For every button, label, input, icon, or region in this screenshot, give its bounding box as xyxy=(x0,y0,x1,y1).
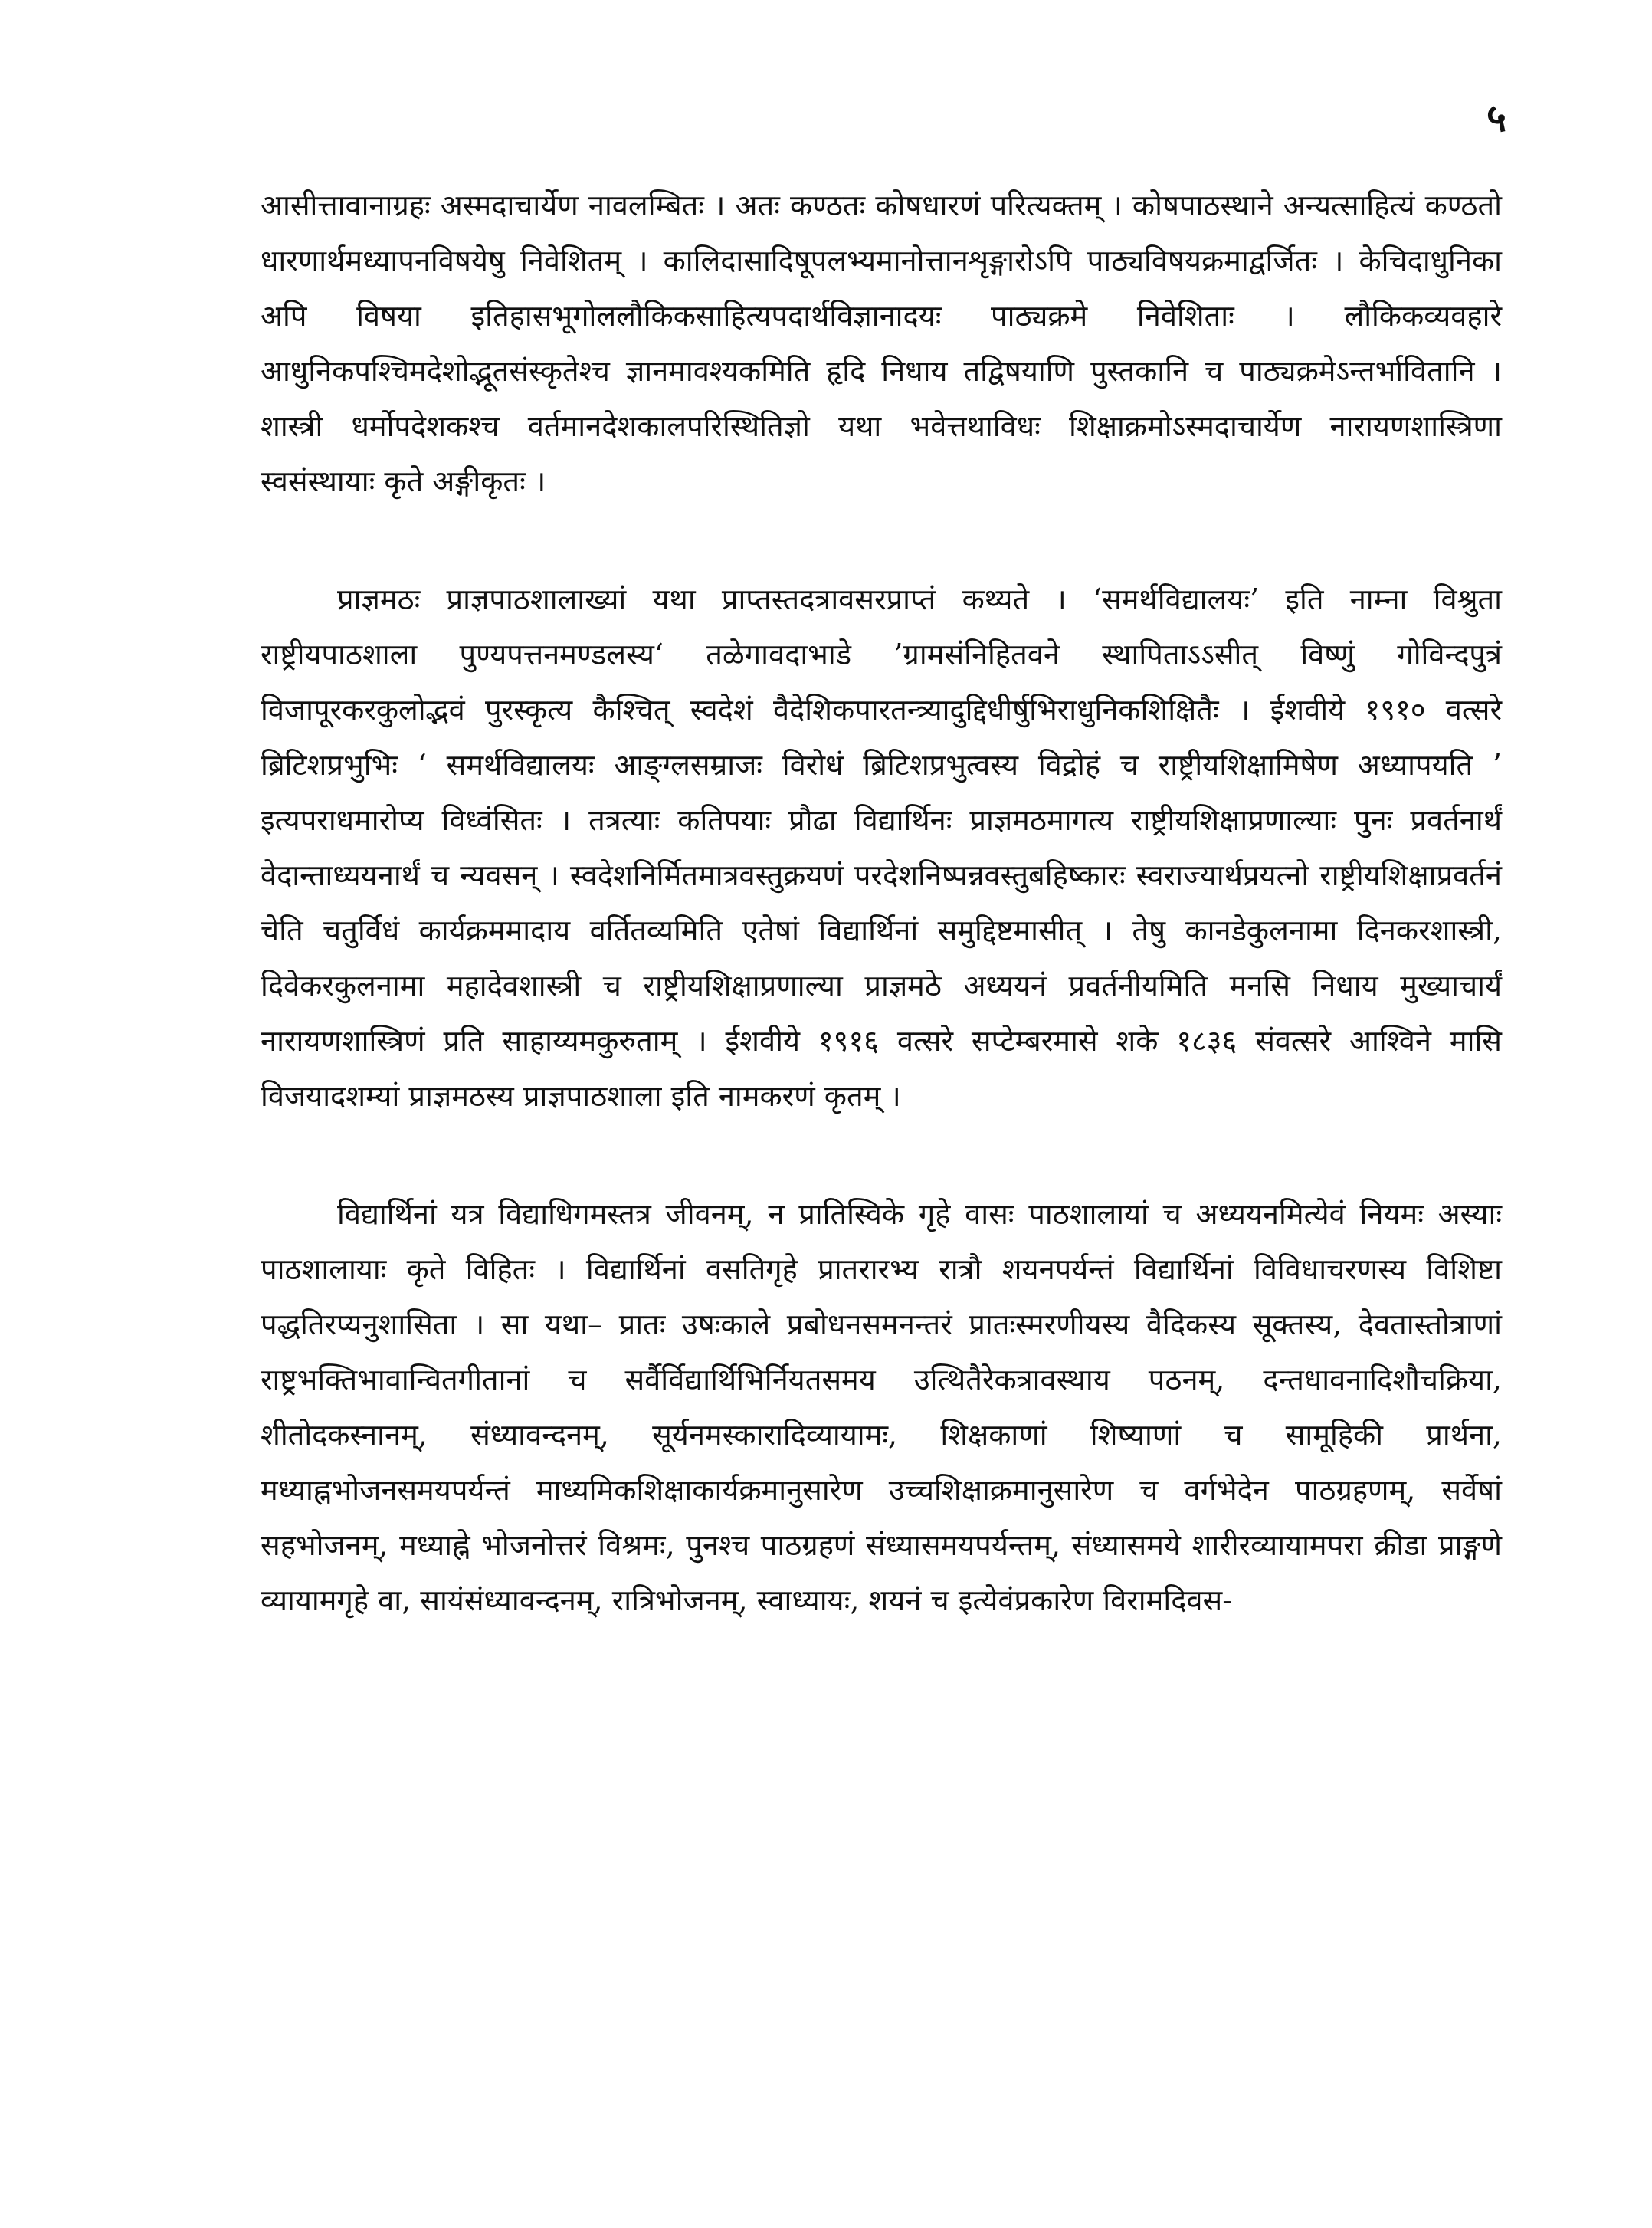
page-body xyxy=(261,178,1502,1691)
paragraph-1: आसीत्तावानाग्रहः अस्मदाचार्येण नावलम्बितः । अतः कण्ठतः कोषधारणं परित्यक्तम् । कोषपाठस्थाने अन्यत्साहित्यं कण्ठतो धारणार्थमध्यापनविषयेषु निवेशितम् । कालिदासादिषूपलभ्यमानोत्तानशृङ्गारोऽपि पाठ्यविषयक्रमाद्वर्जितः । केचिदाधुनिका अपि विषया इतिहासभूगोललौकिकसाहित्यपदार्थविज्ञानादयः पाठ्यक्रमे निवेशिताः । लौकिकव्यवहारे आधुनिकपश्चिमदेशोद्भूतसंस्कृतेश्च ज्ञानमावश्यकमिति हृदि निधाय तद्विषयाणि पुस्तकानि च पाठ्यक्रमेऽन्तर्भावितानि । शास्त्री धर्मोपदेशकश्च वर्तमानदेशकालपरिस्थितिज्ञो यथा भवेत्तथाविधः शिक्षाक्रमोऽस्मदाचार्येण नारायणशास्त्रिणा स्वसंस्थायाः कृते अङ्गीकृतः । xyxy=(261,189,1502,498)
paragraph-2: प्राज्ञमठः प्राज्ञपाठशालाख्यां यथा प्राप्तस्तदत्रावसरप्राप्तं कथ्यते । ‘समर्थविद्यालयः’ इति नाम्ना विश्रुता राष्ट्रीयपाठशाला पुण्यपत्तनमण्डलस्य‘ तळेगावदाभाडे ’ग्रामसंनिहितवने स्थापिताऽऽसीत् विष्णुं गोविन्दपुत्रं विजापूरकरकुलोद्भवं पुरस्कृत्य कैश्चित् स्वदेशं वैदेशिकपारतन्त्र्यादुद्दिधीर्षुभिराधुनिकशिक्षितैः । ईशवीये १९१० वत्सरे ब्रिटिशप्रभुभिः ‘ समर्थविद्यालयः आङ्ग्लसम्राजः विरोधं ब्रिटिशप्रभुत्वस्य विद्रोहं च राष्ट्रीयशिक्षामिषेण अध्यापयति ’ इत्यपराधमारोप्य विध्वंसितः । तत्रत्याः कतिपयाः प्रौढा विद्यार्थिनः प्राज्ञमठमागत्य राष्ट्रीयशिक्षाप्रणाल्याः पुनः प्रवर्तनार्थं वेदान्ताध्ययनार्थं च न्यवसन् । स्वदेशनिर्मितमात्रवस्तुक्रयणं परदेशनिष्पन्नवस्तुबहिष्कारः स्वराज्यार्थप्रयत्नो राष्ट्रीयशिक्षाप्रवर्तनं चेति चतुर्विधं कार्यक्रममादाय वर्तितव्यमिति एतेषां विद्यार्थिनां समुद्दिष्टमासीत् । तेषु कानडेकुलनामा दिनकरशास्त्री, दिवेकरकुलनामा महादेवशास्त्री च राष्ट्रीयशिक्षाप्रणाल्या प्राज्ञमठे अध्ययनं प्रवर्तनीयमिति मनसि निधाय मुख्याचार्यं नारायणशास्त्रिणं प्रति साहाय्यमकुरुताम् । ईशवीये १९१६ वत्सरे सप्टेम्बरमासे शके १८३६ संवत्सरे आश्विने मासि विजयादशम्यां प्राज्ञमठस्य प्राज्ञपाठशाला इति नामकरणं कृतम् । xyxy=(261,582,1502,1113)
page-number: ५ xyxy=(1486,95,1506,140)
paragraph-3: विद्यार्थिनां यत्र विद्याधिगमस्तत्र जीवनम्, न प्रातिस्विके गृहे वासः पाठशालायां च अध्ययनमित्येवं नियमः अस्याः पाठशालायाः कृते विहितः । विद्यार्थिनां वसतिगृहे प्रातरारभ्य रात्रौ शयनपर्यन्तं विद्यार्थिनां विविधाचरणस्य विशिष्टा पद्धतिरप्यनुशासिता । सा यथा– प्रातः उषःकाले प्रबोधनसमनन्तरं प्रातःस्मरणीयस्य वैदिकस्य सूक्तस्य, देवतास्तोत्राणां राष्ट्रभक्तिभावान्वितगीतानां च सर्वैर्विद्यार्थिभिर्नियतसमय उत्थितैरेकत्रावस्थाय पठनम्, दन्तधावनादिशौचक्रिया, शीतोदकस्नानम्, संध्यावन्दनम्, सूर्यनमस्कारादिव्यायामः, शिक्षकाणां शिष्याणां च सामूहिकी प्रार्थना, मध्याह्नभोजनसमयपर्यन्तं माध्यमिकशिक्षाकार्यक्रमानुसारेण उच्चशिक्षाक्रमानुसारेण च वर्गभेदेन पाठग्रहणम्, सर्वेषां सहभोजनम्, मध्याह्ने भोजनोत्तरं विश्रमः, पुनश्च पाठग्रहणं संध्यासमयपर्यन्तम्, संध्यासमये शारीरव्यायामपरा क्रीडा प्राङ्गणे व्यायामगृहे वा, सायंसंध्यावन्दनम्, रात्रिभोजनम्, स्वाध्यायः, शयनं च इत्येवंप्रकारेण विरामदिवस- xyxy=(261,1197,1502,1617)
